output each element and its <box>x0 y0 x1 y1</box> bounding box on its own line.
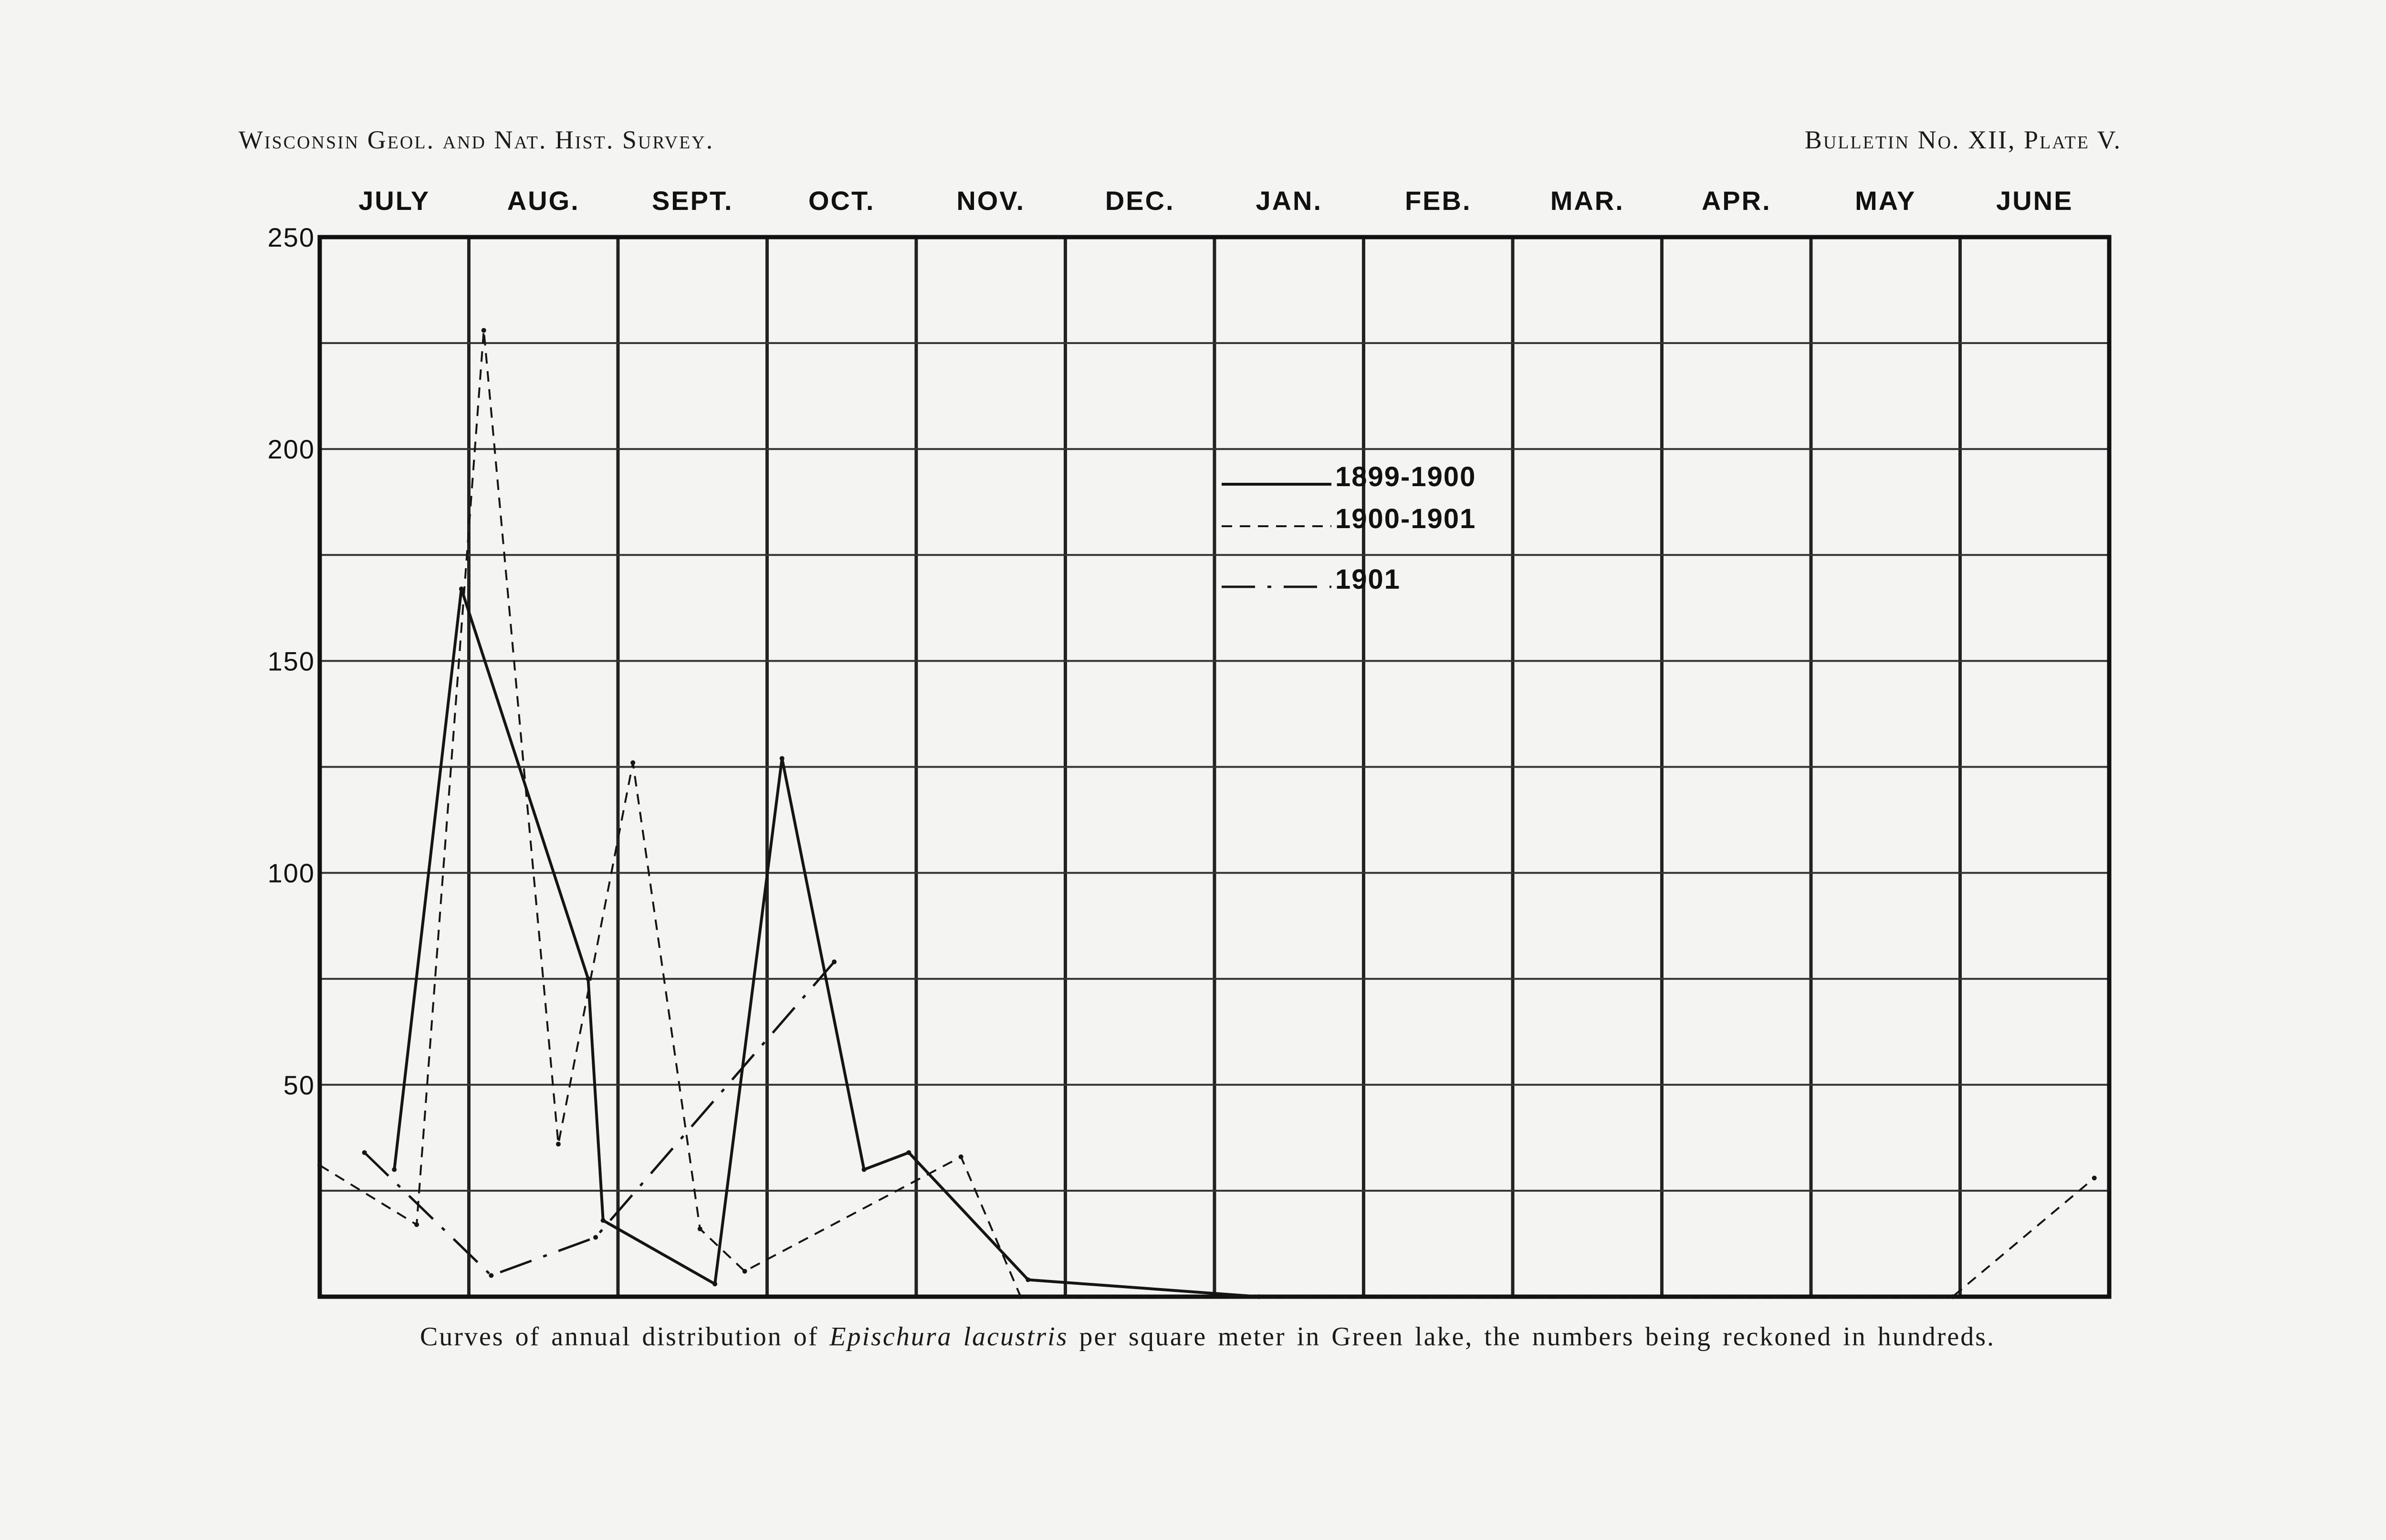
data-point-1901 <box>489 1273 493 1278</box>
data-point-1900-1901 <box>959 1155 963 1159</box>
data-point-1899-1900 <box>780 756 785 761</box>
data-point-1900-1901 <box>556 1142 561 1146</box>
data-point-1900-1901 <box>414 1222 419 1227</box>
data-point-1900-1901 <box>481 328 486 333</box>
data-point-1899-1900 <box>712 1281 717 1286</box>
month-label: JULY <box>358 186 430 216</box>
figure-caption <box>0 1321 2386 1352</box>
month-label: OCT. <box>808 186 875 216</box>
data-point-1900-1901 <box>2092 1176 2097 1180</box>
caption-start: Curves of annual distribution of <box>419 1322 830 1352</box>
month-label: DEC. <box>1105 186 1175 216</box>
month-label: AUG. <box>507 186 580 216</box>
data-point-1899-1900 <box>601 1218 606 1223</box>
y-tick-label: 200 <box>267 434 315 465</box>
month-label: FEB. <box>1404 186 1472 216</box>
grid <box>320 237 2109 1297</box>
header-left: Wisconsin Geol. and Nat. Hist. Survey. <box>239 125 714 154</box>
month-label: MAY <box>1855 186 1916 216</box>
month-label: JUNE <box>1996 186 2073 216</box>
caption-end: per square meter in Green lake, the numbers being reckoned in hundreds. <box>1068 1322 1996 1352</box>
month-label: MAR. <box>1550 186 1624 216</box>
data-point-1899-1900 <box>459 586 464 591</box>
caption-species: Epischura lacustris <box>829 1322 1068 1352</box>
data-point-1899-1900 <box>862 1167 867 1172</box>
data-point-1900-1901 <box>743 1269 747 1274</box>
y-tick-label: 100 <box>267 858 315 888</box>
series-line-1901 <box>365 962 834 1275</box>
data-point-1899-1900 <box>392 1167 397 1172</box>
series-line-1900-1901 <box>320 330 2094 1297</box>
data-point-1899-1900 <box>1257 1294 1262 1299</box>
month-label: NOV. <box>956 186 1026 216</box>
data-point-1901 <box>832 959 837 964</box>
y-tick-label: 250 <box>267 222 315 252</box>
legend-label: 1899-1900 <box>1335 461 1476 492</box>
data-point-1901 <box>362 1150 367 1155</box>
month-label: JAN. <box>1256 186 1323 216</box>
y-tick-label: 50 <box>283 1070 315 1100</box>
axes <box>268 186 2109 1297</box>
legend <box>1222 461 1476 595</box>
data-point-1900-1901 <box>317 1163 322 1168</box>
data-point-1899-1900 <box>906 1150 911 1155</box>
data-point-1900-1901 <box>630 760 635 765</box>
month-label: APR. <box>1701 186 1771 216</box>
data-point-1900-1901 <box>698 1227 702 1231</box>
header-right: Bulletin No. XII, Plate V. <box>1804 125 2122 154</box>
legend-label: 1900-1901 <box>1335 503 1476 534</box>
data-point-1899-1900 <box>1026 1277 1030 1282</box>
data-point-1901 <box>593 1235 598 1240</box>
data-point-1900-1901 <box>1950 1294 1955 1299</box>
data-point-1900-1901 <box>1018 1294 1023 1299</box>
legend-label: 1901 <box>1335 564 1401 595</box>
month-label: SEPT. <box>651 186 733 216</box>
y-tick-label: 150 <box>267 646 315 676</box>
series-lines <box>317 328 2097 1299</box>
